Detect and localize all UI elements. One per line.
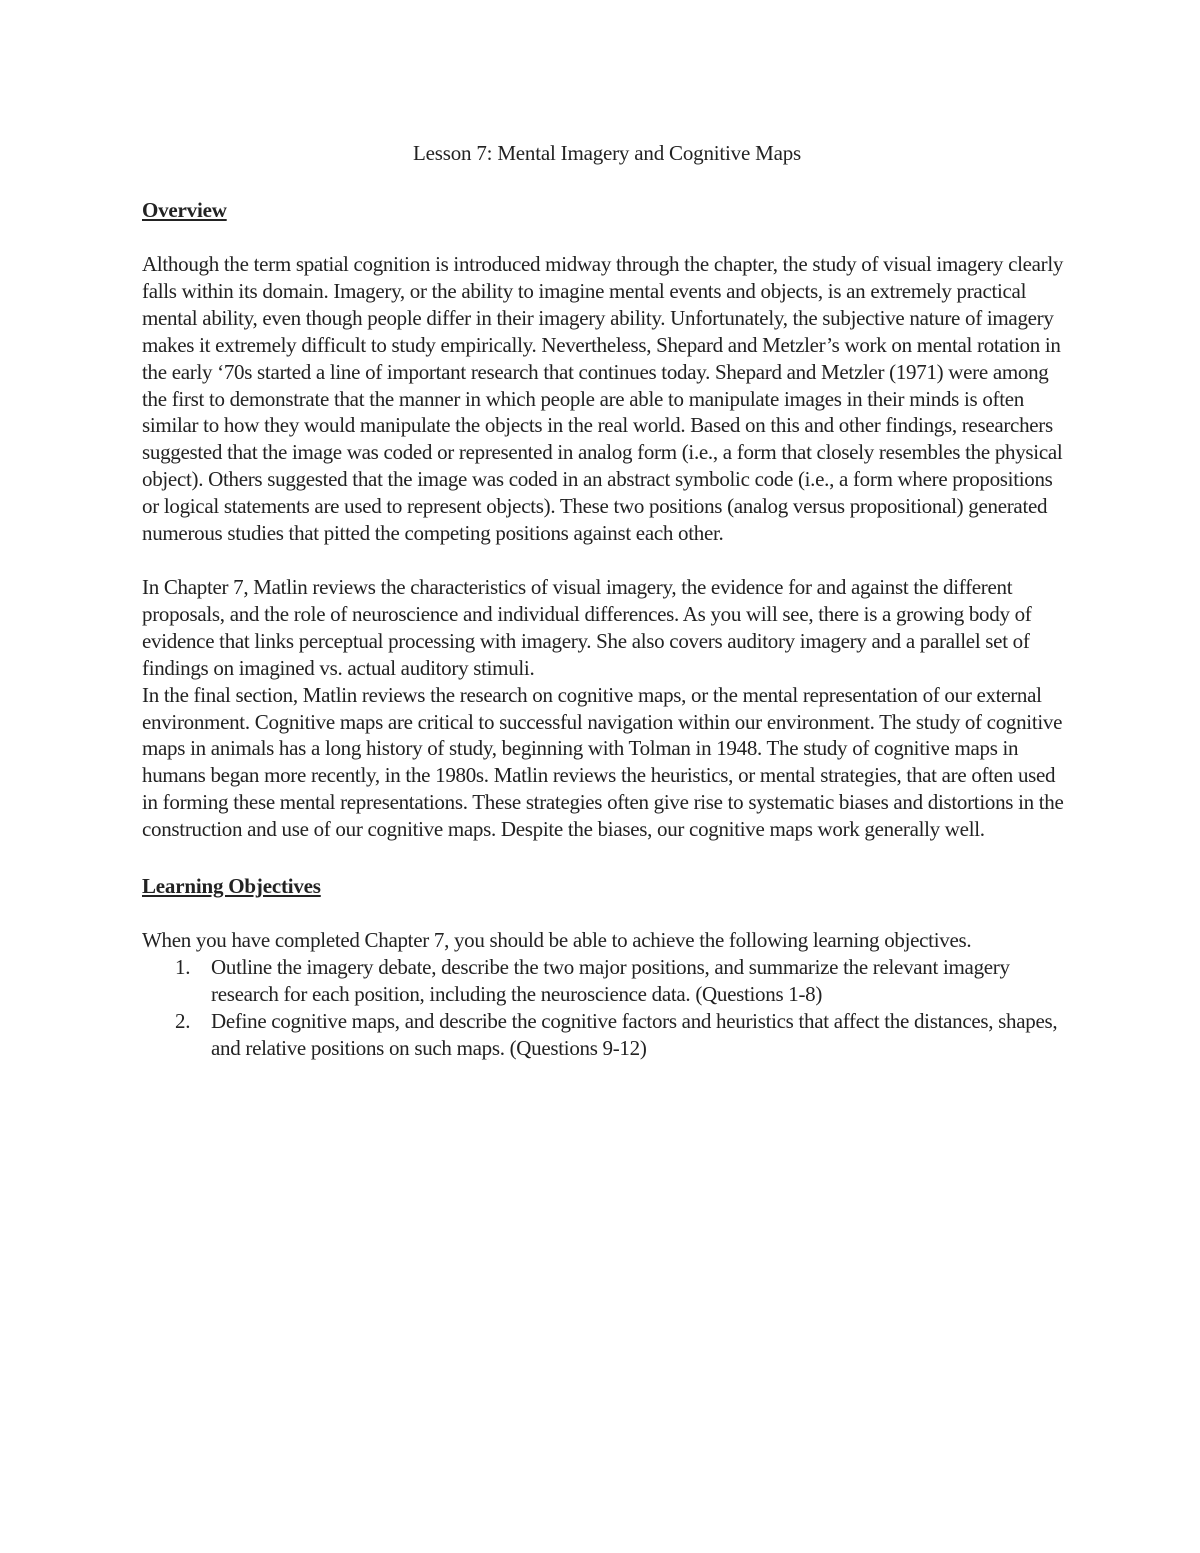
- learning-objectives-intro: When you have completed Chapter 7, you should be able to achieve the following learning objectives.: [142, 928, 972, 953]
- objective-item: [142, 1008, 1072, 1062]
- learning-objectives-heading: Learning Objectives: [142, 874, 321, 899]
- objective-text: Outline the imagery debate, describe the two major positions, and summarize the relevant imagery research for each position, including the neuroscience data. (Questions 1-8): [211, 954, 1010, 1006]
- objective-number: 1.: [175, 954, 191, 979]
- document-title: Lesson 7: Mental Imagery and Cognitive Maps: [413, 141, 801, 165]
- objective-item: [142, 954, 1072, 1008]
- objective-text: Define cognitive maps, and describe the cognitive factors and heuristics that affect the distances, shapes, and relative positions on such maps. (Questions 9-12): [211, 1008, 1058, 1060]
- document-content: [142, 140, 1072, 1062]
- overview-paragraph-2b: In the final section, Matlin reviews the research on cognitive maps, or the mental representation of our external environment. Cognitive maps are critical to successful navigation within our environment. The study of cognitive maps in animals has a long history of study, beginning with Tolman in 1948. The study of cognitive maps in humans began more recently, in the 1980s. Matlin reviews the heuristics, or mental strategies, that are often used in forming these mental representations. These strategies often give rise to systematic biases and distortions in the construction and use of our cognitive maps. Despite the biases, our cognitive maps work generally well.: [142, 682, 1064, 842]
- learning-objectives-list: [142, 954, 1072, 1062]
- objective-number: 2.: [175, 1008, 191, 1033]
- overview-heading: Overview: [142, 198, 227, 222]
- overview-paragraph-2: [142, 574, 1072, 843]
- overview-paragraph-1: Although the term spatial cognition is introduced midway through the chapter, the study of visual imagery clearly falls within its domain. Imagery, or the ability to imagine mental events and objects, is an extremely practical mental ability, even though people differ in their imagery ability. Unfortunately, the subjective nature of imagery makes it extremely difficult to study empirically. Nevertheless, Shepard and Metzler’s work on mental rotation in the early ‘70s started a line of important research that continues today. Shepard and Metzler (1971) were among the first to demonstrate that the manner in which people are able to manipulate images in their minds is often similar to how they would manipulate the objects in the real world. Based on this and other findings, researchers suggested that the image was coded or represented in analog form (i.e., a form that closely resembles the physical object). Others suggested that the image was coded in an abstract symbolic code (i.e., a form where propositions or logical statements are used to represent objects). These two positions (analog versus propositional) generated numerous studies that pitted the competing positions against each other.: [142, 252, 1064, 546]
- overview-paragraph-2a: In Chapter 7, Matlin reviews the characteristics of visual imagery, the evidence for and against the different proposals, and the role of neuroscience and individual differences. As you will see, there is a growing body of evidence that links perceptual processing with imagery. She also covers auditory imagery and a parallel set of findings on imagined vs. actual auditory stimuli.: [142, 574, 1032, 680]
